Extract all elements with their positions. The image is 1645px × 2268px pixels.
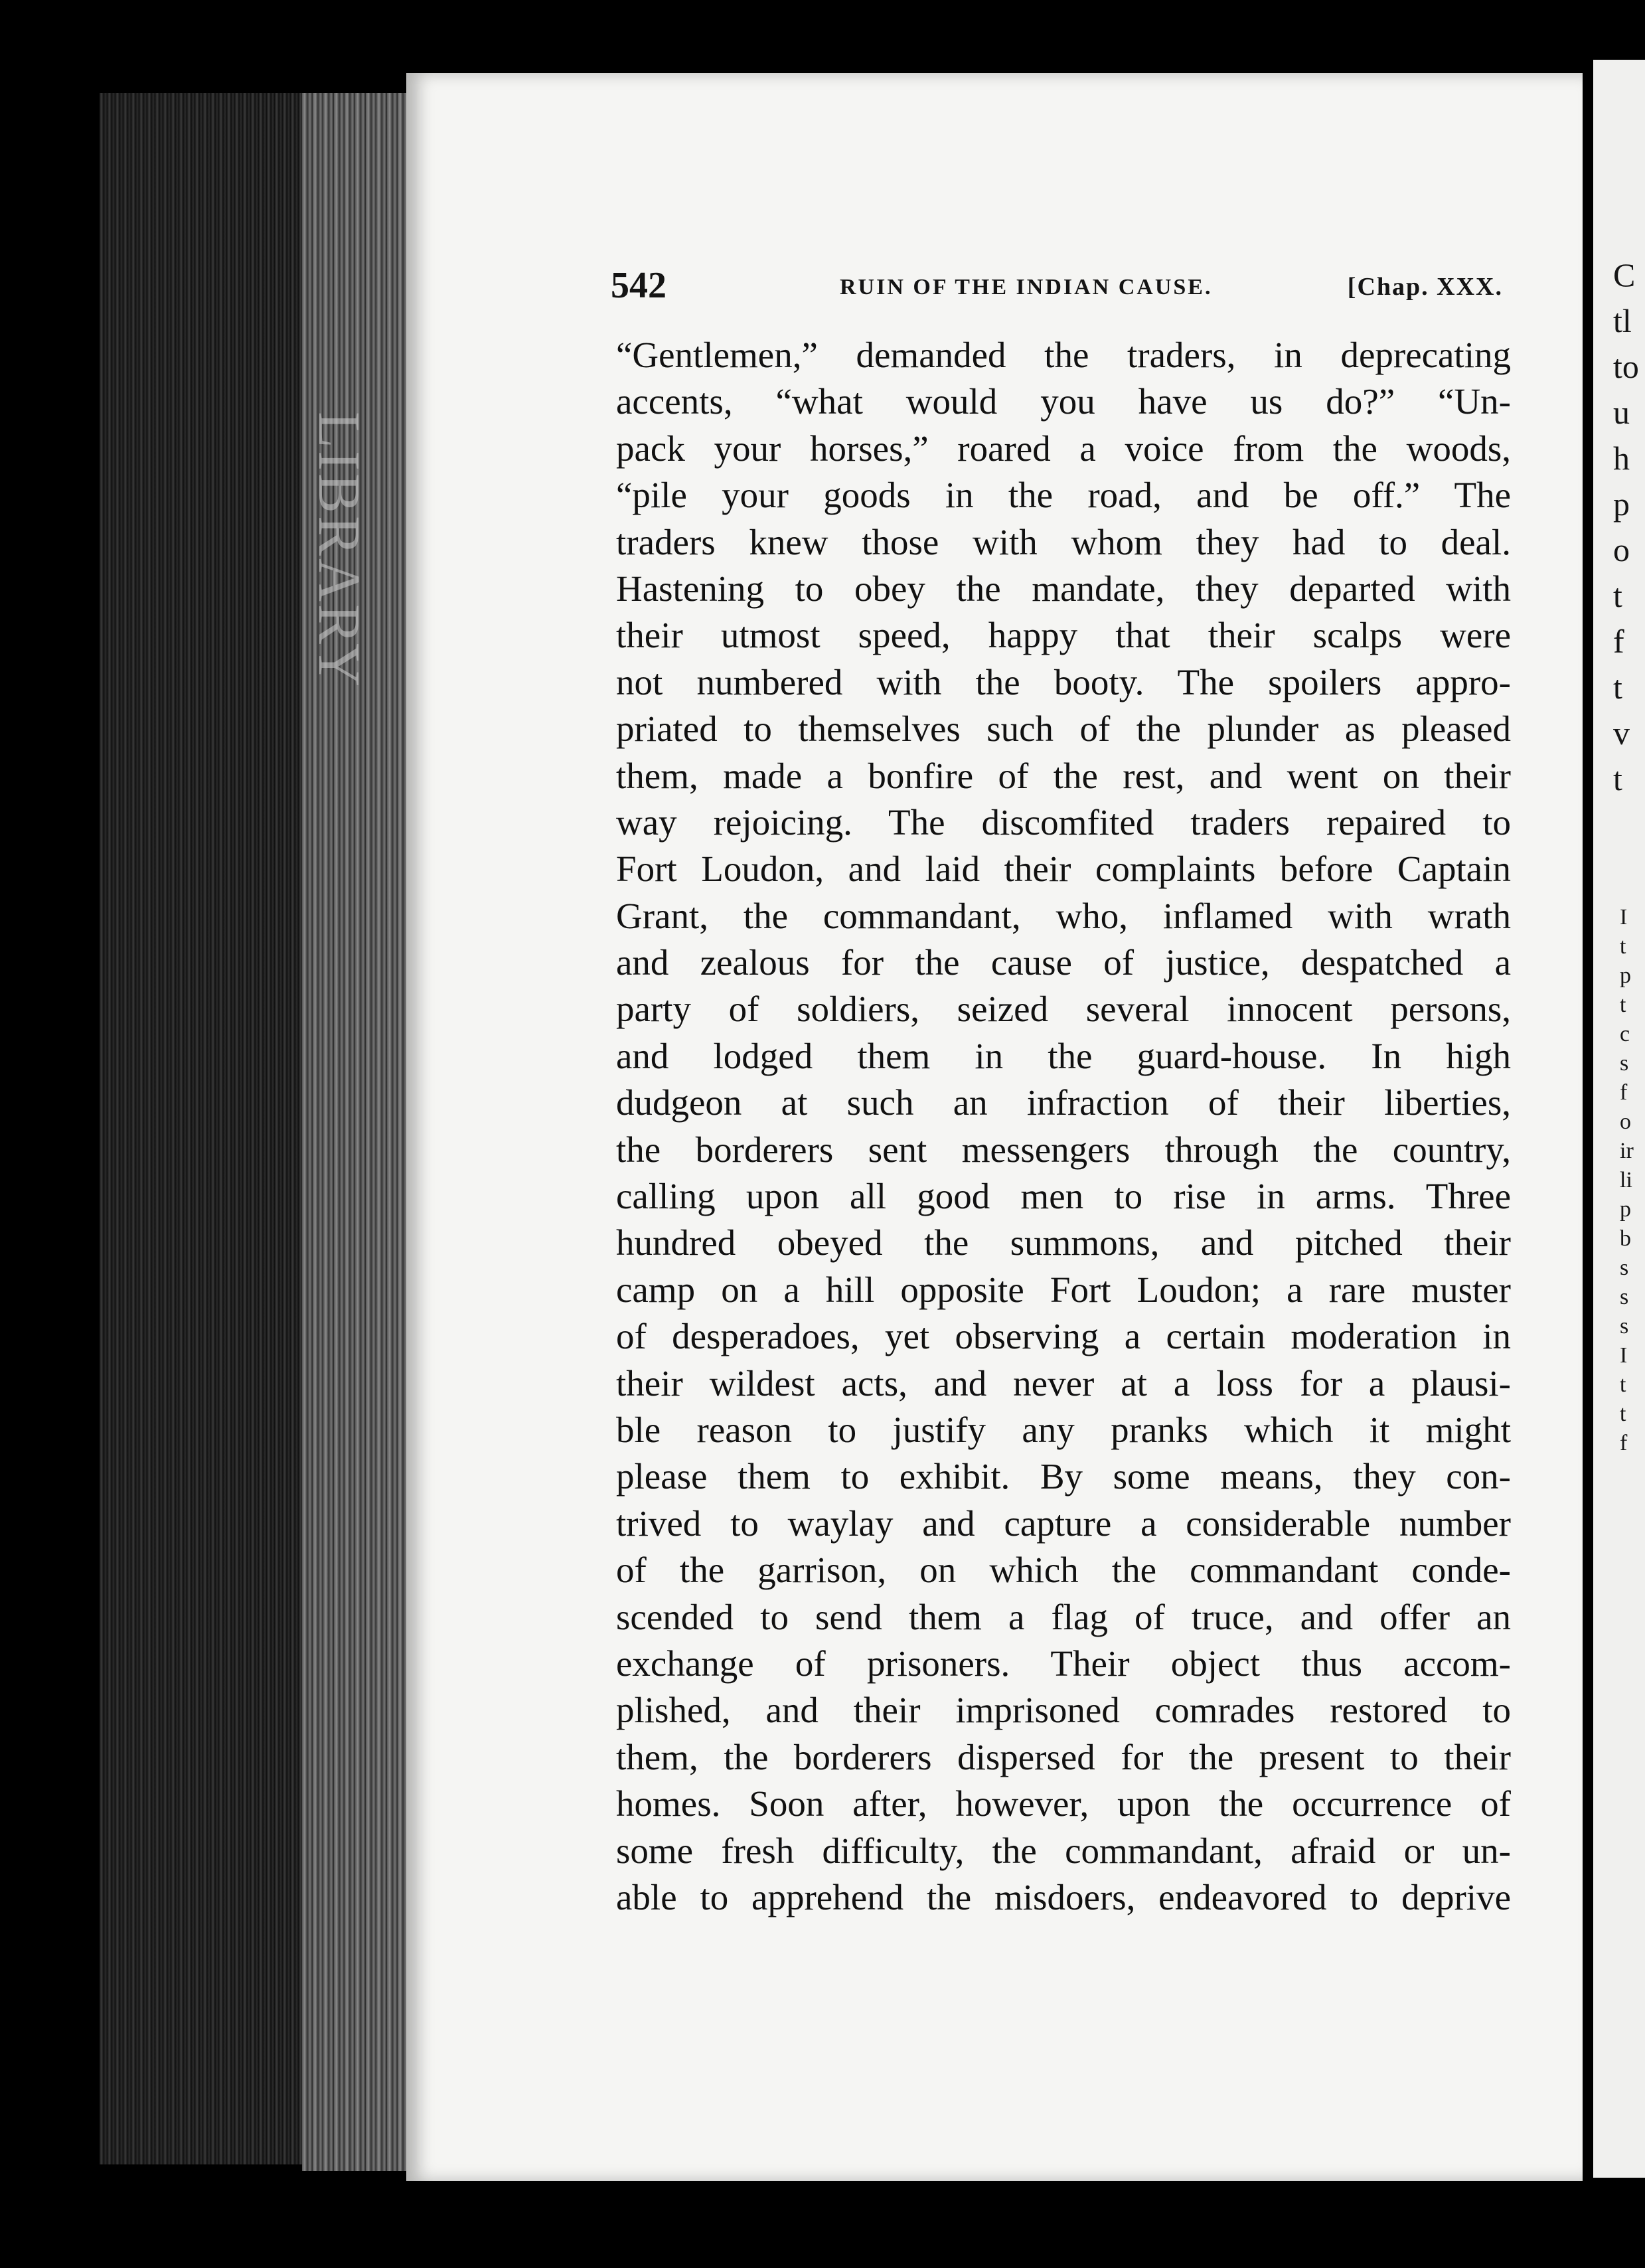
chapter-reference: [Chap. XXX.	[1347, 273, 1503, 301]
right-page-fragment: h	[1613, 440, 1630, 477]
page-header	[611, 264, 1514, 324]
right-page-fragment: t	[1613, 669, 1622, 706]
text-line: Grant, the commandant, who, inflamed with wrath	[616, 895, 1511, 936]
text-line: able to apprehend the misdoers, endeavored to deprive	[616, 1876, 1511, 1917]
text-line: them, the borderers dispersed for the present to their	[616, 1736, 1511, 1777]
right-page-fragment: ir	[1620, 1139, 1634, 1163]
book-page-edges-highlight	[302, 93, 412, 2171]
text-line: way rejoicing. The discomfited traders repaired to	[616, 801, 1511, 843]
right-page-fragment: I	[1620, 905, 1628, 930]
text-line: pack your horses,” roared a voice from the woods,	[616, 428, 1511, 469]
right-page-fragment: f	[1620, 1080, 1628, 1105]
right-page-fragment: t	[1620, 1372, 1626, 1397]
right-page-fragment: li	[1620, 1168, 1632, 1192]
right-page-fragment: s	[1620, 1314, 1629, 1338]
right-page-fragment: c	[1620, 1022, 1630, 1046]
right-page-text-fragments	[1613, 252, 1645, 802]
text-line: hundred obeyed the summons, and pitched their	[616, 1222, 1511, 1263]
right-page-fragment: v	[1613, 714, 1630, 752]
text-line: of desperadoes, yet observing a certain moderation in	[616, 1316, 1511, 1357]
right-page-fragment: t	[1613, 577, 1622, 614]
right-page-fragment: p	[1620, 1197, 1631, 1222]
text-line: homes. Soon after, however, upon the occurrence of	[616, 1783, 1511, 1824]
text-line: “pile your goods in the road, and be off.” The	[616, 475, 1511, 516]
right-page-fragment: t	[1620, 934, 1626, 959]
right-page-fragment: p	[1620, 963, 1631, 988]
right-page-fragment: s	[1620, 1285, 1629, 1309]
right-page-fragment: t	[1620, 1402, 1626, 1426]
right-page-fragment: t	[1613, 760, 1622, 797]
right-page-small-text-fragments	[1620, 903, 1645, 1458]
text-line: camp on a hill opposite Fort Loudon; a rare muster	[616, 1269, 1511, 1310]
text-line: please them to exhibit. By some means, they con-	[616, 1456, 1511, 1497]
right-page-fragment: f	[1620, 1431, 1628, 1455]
text-line: of the garrison, on which the commandant conde-	[616, 1550, 1511, 1591]
text-line: scended to send them a flag of truce, and offer an	[616, 1596, 1511, 1637]
right-page-fragment: s	[1620, 1256, 1629, 1280]
right-page-fragment: f	[1613, 623, 1624, 660]
text-line: calling upon all good men to rise in arms. Three	[616, 1176, 1511, 1217]
text-line: not numbered with the booty. The spoilers appro-	[616, 661, 1511, 702]
text-line: Hastening to obey the mandate, they departed with	[616, 568, 1511, 609]
text-line: ble reason to justify any pranks which it might	[616, 1409, 1511, 1450]
right-page-fragment: o	[1613, 531, 1630, 568]
right-page-fragment: I	[1620, 1343, 1628, 1368]
body-text	[616, 332, 1511, 1921]
text-line: party of soldiers, seized several innocent persons,	[616, 989, 1511, 1030]
text-line: their wildest acts, and never at a loss for a plausi-	[616, 1362, 1511, 1404]
text-line: and zealous for the cause of justice, despatched a	[616, 942, 1511, 983]
running-title: RUIN OF THE INDIAN CAUSE.	[840, 275, 1213, 299]
right-page-fragment: u	[1613, 394, 1630, 431]
right-page-fragment: t	[1620, 993, 1626, 1017]
text-line: priated to themselves such of the plunder as pleased	[616, 708, 1511, 750]
text-line: plished, and their imprisoned comrades restored to	[616, 1690, 1511, 1731]
right-page-fragment: s	[1620, 1051, 1629, 1076]
right-page-fragment: o	[1620, 1109, 1631, 1134]
text-line: “Gentlemen,” demanded the traders, in deprecating	[616, 335, 1511, 375]
text-line: accents, “what would you have us do?” “Un-	[616, 381, 1511, 422]
text-line: the borderers sent messengers through the country,	[616, 1129, 1511, 1170]
right-page-fragment: tl	[1613, 302, 1632, 339]
right-page-fragment: b	[1620, 1226, 1631, 1251]
right-page-fragment: p	[1613, 485, 1630, 523]
page-number: 542	[611, 265, 666, 306]
text-line: some fresh difficulty, the commandant, afraid or un-	[616, 1830, 1511, 1871]
text-line: trived to waylay and capture a considerable number	[616, 1502, 1511, 1544]
text-line: dudgeon at such an infraction of their liberties,	[616, 1082, 1511, 1123]
text-line: exchange of prisoners. Their object thus accom-	[616, 1643, 1511, 1684]
library-stamp: LIBRARY	[306, 412, 372, 690]
text-line: Fort Loudon, and laid their complaints before Captain	[616, 849, 1511, 890]
text-line: and lodged them in the guard-house. In high	[616, 1035, 1511, 1076]
text-line: them, made a bonfire of the rest, and went on their	[616, 755, 1511, 796]
text-line: traders knew those with whom they had to deal.	[616, 521, 1511, 562]
right-page-fragment: C	[1613, 256, 1636, 293]
right-page-fragment: to	[1613, 348, 1639, 385]
text-line: their utmost speed, happy that their scalps were	[616, 615, 1511, 656]
